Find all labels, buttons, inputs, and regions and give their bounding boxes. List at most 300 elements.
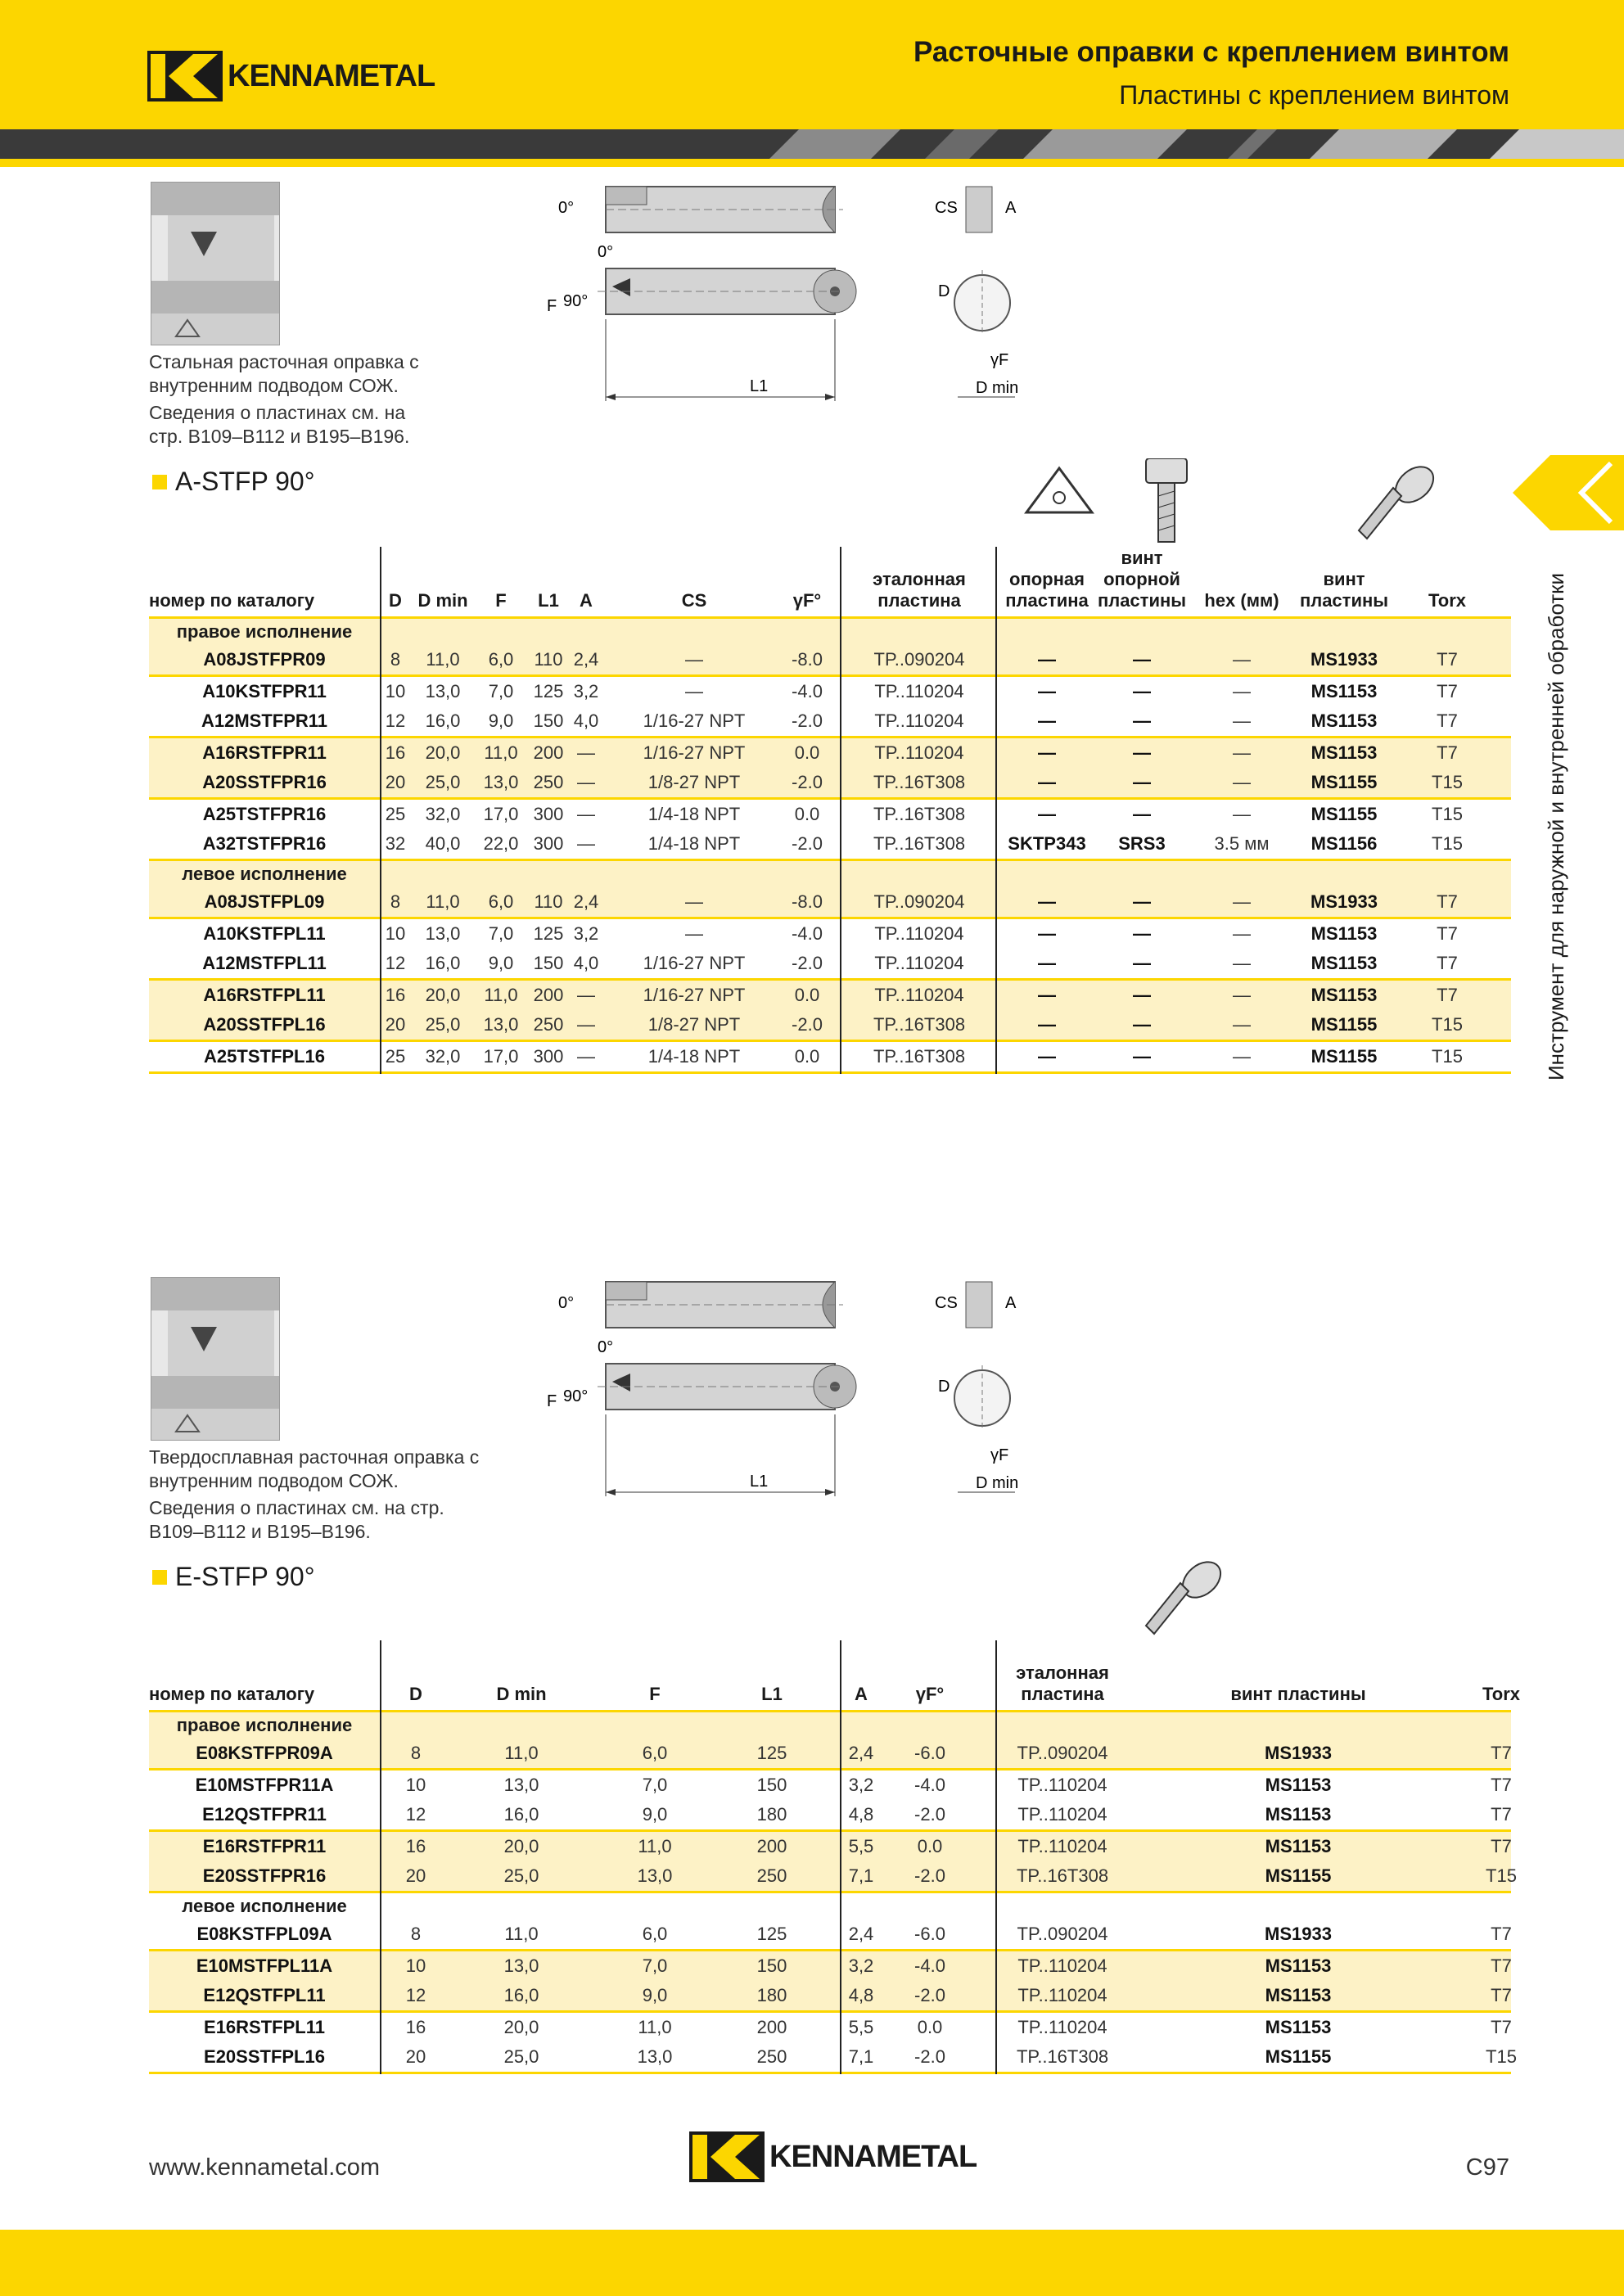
column-divider [840,1640,841,2074]
group-label-row [149,861,1511,887]
table-cell: 300 [533,804,564,824]
table-cell: T7 [1491,2017,1512,2037]
table-cell: E16RSTFPR11 [202,1836,327,1856]
side-chevron-tab [1513,455,1624,530]
table-cell: — [1233,1046,1251,1067]
table-cell: 150 [533,953,564,973]
table-cell: TP..16T308 [1016,1865,1109,1886]
table-cell: A12MSTFPL11 [202,953,327,973]
table-cell: 20,0 [425,985,461,1005]
table-cell: -2.0 [914,2046,945,2067]
table-cell: — [685,681,703,701]
diagram2-label-F: F [547,1392,557,1410]
diagram2-label-0deg-2: 0° [598,1338,614,1356]
column-header-L1: L1 [761,1684,783,1704]
table-cell: MS1153 [1310,710,1378,731]
table-cell: A16RSTFPR11 [202,742,327,763]
column-header-hex: hex (мм) [1204,590,1279,611]
table-cell: MS1153 [1310,681,1378,701]
table-cell: — [1233,985,1251,1005]
table-header-row [149,1640,1521,1710]
table-cell: 0.0 [794,804,820,824]
table-cell: MS1153 [1310,953,1378,973]
table-cell: 1/8-27 NPT [647,772,741,792]
table-cell: — [1038,1014,1056,1035]
table-cell: — [1133,804,1151,824]
row-group-divider [149,2072,1511,2074]
table-cell: T15 [1486,1865,1517,1886]
table-cell: 13,0 [503,1775,539,1795]
table-cell: MS1153 [1265,1955,1332,1976]
table-cell: -8.0 [792,891,823,912]
column-header-CS: CS [681,590,707,611]
insert-screw-icon-2 [1130,1555,1228,1645]
table-cell: E10MSTFPL11A [196,1955,333,1976]
table-cell: 9,0 [488,710,514,731]
footer-yellow-band [0,2230,1624,2296]
table-cell: 0.0 [794,742,820,763]
table-cell: TP..16T308 [873,1014,966,1035]
table-row [149,887,1511,917]
table-cell: TP..110204 [874,742,964,763]
table-cell: T15 [1432,1046,1463,1067]
diagram-label-yF: γF [990,351,1009,369]
e-stfp-table [149,1640,1521,2074]
table-cell: 300 [533,1046,564,1067]
table-cell: A20SSTFPR16 [202,772,327,792]
table-cell: 8 [390,891,401,912]
table-cell: — [1133,710,1151,731]
table-cell: MS1933 [1265,1924,1332,1944]
kennametal-logo [147,51,435,101]
table-cell: 110 [534,891,563,912]
table-row [149,800,1511,829]
table-cell: -4.0 [792,681,823,701]
table-cell: MS1153 [1265,2017,1332,2037]
table-cell: 3,2 [848,1955,874,1976]
table-row [149,1951,1511,1981]
column-header-shim: опорная пластина [1005,569,1089,611]
kennametal-k-icon [689,2131,765,2182]
table-cell: 0.0 [794,985,820,1005]
diagram-label-D: D [938,282,950,300]
table-cell: — [1133,772,1151,792]
table-cell: 8 [410,1743,422,1763]
column-header-shim_screw: винт опорной пластины [1097,548,1187,611]
section2-caption-inserts: Сведения о пластинах см. на стр. B109–B112 и B195–B196. [149,1497,444,1542]
table-cell: 11,0 [484,985,518,1005]
table-cell: 22,0 [483,833,519,854]
page-number: C97 [1465,2154,1509,2181]
table-cell: 1/16-27 NPT [643,953,746,973]
table-cell: — [1133,891,1151,912]
table-cell: E08KSTFPL09A [196,1924,332,1944]
column-header-insert: эталонная пластина [1016,1662,1109,1704]
diagram-label-CS: CS [935,199,958,217]
table-cell: T7 [1437,891,1458,912]
table-row [149,1739,1511,1768]
table-cell: 250 [533,1014,564,1035]
table-cell: 13,0 [637,1865,673,1886]
table-cell: A08JSTFPR09 [203,649,326,670]
table-cell: 6,0 [488,891,514,912]
table-cell: -2.0 [914,1985,945,2005]
table-cell: — [1133,1014,1151,1035]
table-cell: T7 [1437,923,1458,944]
group-label-row [149,619,1511,645]
table-cell: TP..16T308 [873,1046,966,1067]
shim-screw-icon [1138,458,1195,548]
table-cell: 150 [756,1955,787,1976]
column-divider [995,547,997,1074]
table-cell: -2.0 [792,833,823,854]
table-cell: — [1038,649,1056,670]
table-cell: T7 [1491,1985,1512,2005]
table-cell: A25TSTFPR16 [202,804,327,824]
table-cell: E12QSTFPL11 [203,1985,326,2005]
section1-title-text: A-STFP 90° [175,467,315,496]
insert-triangle-icon [1018,463,1100,522]
table-cell: 7,1 [848,2046,874,2067]
column-header-D: D [409,1684,422,1704]
table-cell: — [577,1046,595,1067]
column-header-Dmin: D min [496,1684,547,1704]
column-header-yF: γF° [792,590,822,611]
table-cell: 200 [533,742,564,763]
table-cell: 7,0 [488,681,514,701]
table-cell: — [577,772,595,792]
table-cell: — [1233,804,1251,824]
table-cell: -8.0 [792,649,823,670]
table-cell: A16RSTFPL11 [203,985,326,1005]
diagram2-label-CS: CS [935,1294,958,1312]
table-cell: — [1038,1046,1056,1067]
table-cell: 0.0 [917,1836,943,1856]
group-label-row [149,1712,1511,1739]
table-cell: — [1233,772,1251,792]
table-cell: 4,0 [573,953,599,973]
diagram2-label-A: A [1005,1294,1017,1312]
table-cell: 0.0 [917,2017,943,2037]
table-cell: T15 [1486,2046,1517,2067]
table-cell: TP..090204 [1017,1743,1108,1763]
table-row [149,706,1511,736]
column-header-F: F [495,590,507,611]
table-cell: T7 [1491,1836,1512,1856]
footer-kennametal-logo [689,2131,977,2182]
table-cell: MS1153 [1265,1804,1332,1825]
table-cell: — [685,891,703,912]
table-cell: — [1233,891,1251,912]
column-header-D: D [389,590,402,611]
table-cell: 150 [533,710,564,731]
table-cell: — [1133,1046,1151,1067]
table-cell: 25 [385,804,406,824]
yellow-square-icon [152,1570,167,1585]
table-cell: 3,2 [573,923,599,944]
table-cell: — [577,742,595,763]
table-cell: 17,0 [483,804,519,824]
table-row [149,919,1511,949]
table-cell: TP..110204 [874,681,964,701]
table-row [149,1800,1511,1829]
table-cell: E20SSTFPL16 [204,2046,325,2067]
table-cell: -2.0 [792,772,823,792]
table-cell: MS1153 [1310,742,1378,763]
table-cell: 13,0 [503,1955,539,1976]
table-cell: — [577,833,595,854]
table-cell: T15 [1432,772,1463,792]
table-cell: A10KSTFPL11 [203,923,326,944]
table-cell: 16,0 [425,953,461,973]
table-cell: 32 [385,833,406,854]
table-row [149,981,1511,1010]
group-label: правое исполнение [176,1715,353,1735]
table-cell: 6,0 [488,649,514,670]
column-header-A: A [580,590,593,611]
table-row [149,1770,1511,1800]
table-cell: T7 [1437,681,1458,701]
table-cell: MS1155 [1310,772,1378,792]
column-divider [995,1640,997,2074]
section2-tool-drawing [540,1267,1048,1504]
diagram2-label-90deg: 90° [563,1387,589,1405]
table-cell: A32TSTFPR16 [202,833,327,854]
section2-title-text: E-STFP 90° [175,1562,315,1591]
table-cell: — [577,1014,595,1035]
table-cell: T7 [1437,953,1458,973]
table-cell: 25,0 [503,2046,539,2067]
table-cell: 4,0 [573,710,599,731]
table-cell: — [1233,742,1251,763]
table-cell: 11,0 [638,1836,672,1856]
table-cell: — [1133,985,1151,1005]
footer-url[interactable]: www.kennametal.com [149,2154,381,2181]
table-cell: E12QSTFPR11 [202,1804,327,1825]
table-cell: T7 [1491,1924,1512,1944]
table-cell: TP..090204 [873,649,965,670]
table-cell: 11,0 [426,649,460,670]
table-cell: — [1038,742,1056,763]
table-cell: E10MSTFPR11A [195,1775,334,1795]
table-cell: 12 [405,1804,426,1825]
table-cell: — [1038,681,1056,701]
table-cell: 1/4-18 NPT [647,833,741,854]
table-cell: TP..110204 [874,923,964,944]
table-cell: T7 [1491,1955,1512,1976]
table-cell: T15 [1432,833,1463,854]
table-cell: 8 [410,1924,422,1944]
table-cell: 3,2 [573,681,599,701]
table-row [149,1919,1511,1949]
section2-caption-material: Твердосплавная расточная оправка с внутренним подводом СОЖ. [149,1446,480,1491]
page-header [0,0,1624,129]
table-cell: T7 [1437,742,1458,763]
table-row [149,1010,1511,1040]
table-cell: 4,8 [848,1985,874,2005]
group-label: правое исполнение [176,621,353,642]
table-cell: 25 [385,1046,406,1067]
table-cell: 4,8 [848,1804,874,1825]
table-cell: 5,5 [848,1836,874,1856]
table-cell: — [1133,953,1151,973]
table-cell: MS1153 [1310,923,1378,944]
table-cell: 16 [405,2017,426,2037]
column-header-torx: Torx [1428,590,1467,611]
column-header-torx: Torx [1482,1684,1521,1704]
column-header-catalog: номер по каталогу [149,590,315,611]
table-cell: TP..110204 [1017,1836,1107,1856]
footer-logo-wordmark: KENNAMETAL [769,2139,977,2174]
table-cell: -6.0 [914,1924,945,1944]
table-cell: 20 [405,1865,426,1886]
table-cell: 25,0 [425,772,461,792]
row-group-divider [149,1071,1511,1074]
table-cell: 10 [405,1775,426,1795]
table-cell: E16RSTFPL11 [204,2017,325,2037]
table-cell: 300 [533,833,564,854]
column-header-F: F [649,1684,661,1704]
header-yellow-line [0,159,1624,167]
diagram-label-A: A [1005,199,1017,217]
table-cell: 20,0 [503,2017,539,2037]
diagram-label-90deg: 90° [563,292,589,310]
table-cell: 12 [385,710,406,731]
column-header-L1: L1 [538,590,559,611]
table-cell: T7 [1491,1804,1512,1825]
table-cell: 1/16-27 NPT [643,742,746,763]
table-cell: MS1933 [1310,891,1378,912]
column-header-yF: γF° [915,1684,945,1704]
table-cell: MS1153 [1310,985,1378,1005]
table-cell: -4.0 [914,1955,945,1976]
table-cell: TP..090204 [1017,1924,1108,1944]
table-cell: TP..16T308 [873,833,966,854]
table-cell: 125 [756,1743,787,1763]
column-header-catalog: номер по каталогу [149,1684,315,1704]
table-cell: 12 [405,1985,426,2005]
yellow-square-icon [152,475,167,489]
table-cell: MS1933 [1265,1743,1332,1763]
table-row [149,2013,1511,2042]
table-cell: TP..16T308 [873,772,966,792]
table-cell: TP..110204 [1017,2017,1107,2037]
table-cell: — [1038,923,1056,944]
table-row [149,1042,1511,1071]
table-cell: TP..16T308 [1016,2046,1109,2067]
table-cell: -2.0 [792,1014,823,1035]
table-cell: MS1153 [1265,1775,1332,1795]
table-cell: TP..110204 [1017,1804,1107,1825]
table-cell: MS1155 [1265,2046,1332,2067]
column-header-screw: винт пластины [1299,569,1389,611]
table-cell: — [1133,742,1151,763]
table-cell: TP..110204 [1017,1775,1107,1795]
table-cell: MS1153 [1265,1836,1332,1856]
table-cell: 250 [756,1865,787,1886]
table-cell: 125 [756,1924,787,1944]
table-cell: 180 [756,1804,787,1825]
table-cell: 3,2 [848,1775,874,1795]
table-cell: 200 [756,2017,787,2037]
diagram2-label-Dmin: D min [976,1474,1019,1492]
table-cell: — [1038,891,1056,912]
table-cell: 5,5 [848,2017,874,2037]
table-row [149,768,1511,797]
table-cell: 7,1 [848,1865,874,1886]
table-cell: — [685,923,703,944]
table-header-row [149,547,1511,616]
group-label: левое исполнение [182,1896,347,1916]
tool-in-bore-image [151,182,280,345]
table-cell: -2.0 [914,1865,945,1886]
table-cell: MS1155 [1310,1014,1378,1035]
table-cell: MS1155 [1310,1046,1378,1067]
table-cell: A08JSTFPL09 [204,891,325,912]
table-cell: 32,0 [425,804,461,824]
table-cell: 180 [756,1985,787,2005]
table-cell: TP..090204 [873,891,965,912]
table-cell: 7,0 [642,1775,668,1795]
table-cell: -4.0 [792,923,823,944]
table-cell: 12 [385,953,406,973]
table-cell: T7 [1491,1743,1512,1763]
table-cell: 16,0 [503,1804,539,1825]
table-cell: 250 [756,2046,787,2067]
table-cell: -2.0 [792,710,823,731]
table-cell: 2,4 [573,891,599,912]
table-cell: -2.0 [792,953,823,973]
table-cell: 2,4 [848,1743,874,1763]
table-cell: 1/4-18 NPT [647,1046,741,1067]
section1-tool-drawing [540,172,1048,409]
table-cell: 0.0 [794,1046,820,1067]
column-divider [380,547,381,1074]
table-cell: 13,0 [425,681,461,701]
table-cell: — [1038,804,1056,824]
table-cell: A10KSTFPR11 [202,681,327,701]
table-row [149,2042,1517,2072]
table-cell: — [1233,953,1251,973]
table-cell: 16,0 [425,710,461,731]
table-cell: 1/8-27 NPT [647,1014,741,1035]
column-divider [380,1640,381,2074]
column-header-Dmin: D min [417,590,468,611]
column-header-screw: винт пластины [1230,1684,1366,1704]
table-row [149,949,1511,978]
column-divider [840,547,841,1074]
table-cell: 1/4-18 NPT [647,804,741,824]
table-cell: — [1233,923,1251,944]
side-section-text: Инструмент для наружной и внутренней обработки [1544,572,1568,1080]
table-cell: 10 [385,923,406,944]
header-stripe-band [0,129,1624,159]
table-cell: 200 [533,985,564,1005]
table-cell: 2,4 [573,649,599,670]
table-cell: 25,0 [503,1865,539,1886]
table-cell: 17,0 [483,1046,519,1067]
table-cell: TP..110204 [874,985,964,1005]
table-cell: 11,0 [426,891,460,912]
section1-caption-material: Стальная расточная оправка с внутренним подводом СОЖ. [149,351,419,396]
table-cell: TP..110204 [874,953,964,973]
table-cell: MS1153 [1265,1985,1332,2005]
kennametal-k-icon [147,51,223,101]
group-label-row [149,1893,1511,1919]
table-cell: 16,0 [503,1985,539,2005]
table-cell: 13,0 [425,923,461,944]
table-row [149,738,1511,768]
